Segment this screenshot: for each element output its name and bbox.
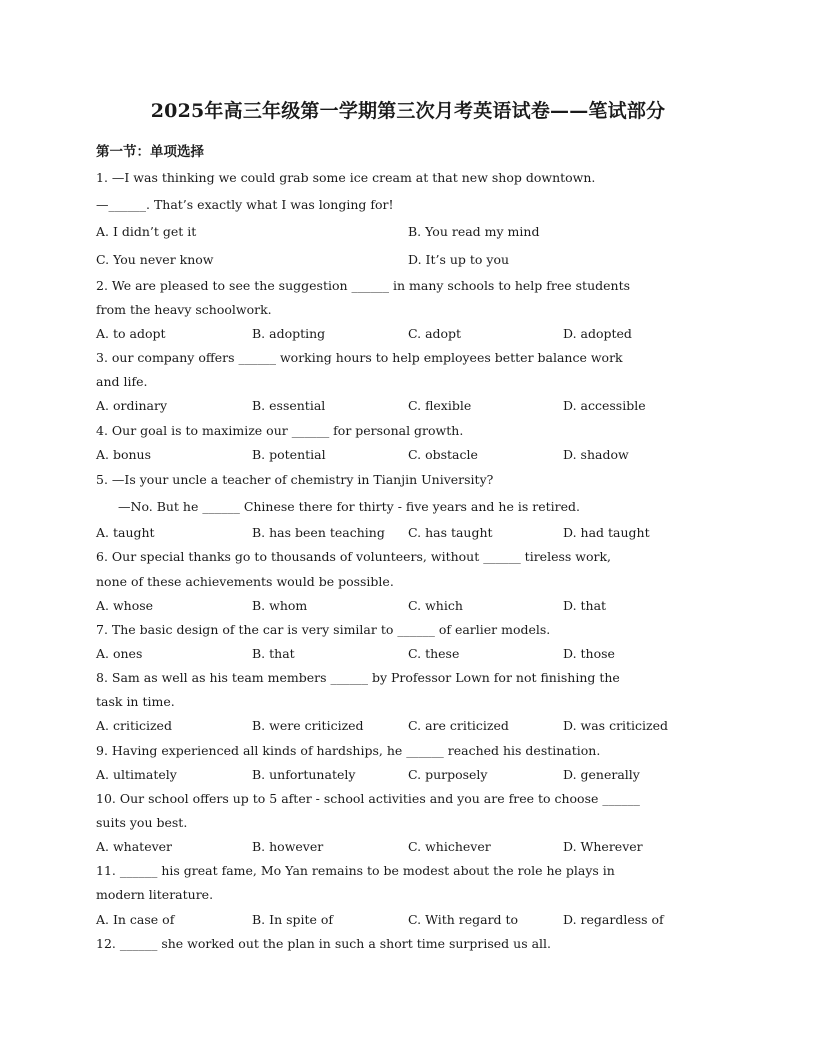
question-7-option-d: D. those <box>563 646 615 661</box>
question-4-option-c: C. obstacle <box>408 447 478 462</box>
question-8-option-d: D. was criticized <box>563 718 669 733</box>
exam-title: 2025年高三年级第一学期第三次月考英语试卷——笔试部分 <box>150 100 666 122</box>
question-8-line-2: task in time. <box>96 694 175 709</box>
question-3-option-a: A. ordinary <box>96 398 168 413</box>
question-9-line-1: 9. Having experienced all kinds of hardships, he ______ reached his destination. <box>96 743 601 758</box>
question-9-option-b: B. unfortunately <box>252 767 356 782</box>
question-8-line-1: 8. Sam as well as his team members ______ by Professor Lown for not finishing the <box>96 670 620 685</box>
question-10-option-b: B. however <box>252 839 324 854</box>
question-9-option-c: C. purposely <box>408 767 488 782</box>
question-5-line-2: —No. But he ______ Chinese there for thirty - five years and he is retired. <box>118 499 580 514</box>
question-2-line-1: 2. We are pleased to see the suggestion ______ in many schools to help free students <box>96 278 631 293</box>
question-2-option-c: C. adopt <box>408 326 462 341</box>
question-10-line-1: 10. Our school offers up to 5 after - school activities and you are free to choose ______ <box>96 791 640 806</box>
question-3-option-b: B. essential <box>252 398 326 413</box>
question-5-option-b: B. has been teaching <box>252 525 385 540</box>
question-7-option-a: A. ones <box>96 646 143 661</box>
question-8-option-a: A. criticized <box>96 718 172 733</box>
question-7-line-1: 7. The basic design of the car is very similar to ______ of earlier models. <box>96 622 551 637</box>
question-6-option-c: C. which <box>408 598 463 613</box>
question-11-line-1: 11. ______ his great fame, Mo Yan remains to be modest about the role he plays in <box>96 863 615 878</box>
question-2-option-a: A. to adopt <box>96 326 166 341</box>
question-1-option-c: C. You never know <box>96 252 214 267</box>
question-10-option-d: D. Wherever <box>563 839 643 854</box>
question-10-line-2: suits you best. <box>96 815 188 830</box>
question-6-option-a: A. whose <box>96 598 154 613</box>
question-3-line-2: and life. <box>96 374 148 389</box>
question-1-option-a: A. I didn’t get it <box>96 224 197 239</box>
question-7-option-c: C. these <box>408 646 460 661</box>
question-5-option-d: D. had taught <box>563 525 650 540</box>
question-1-option-d: D. It’s up to you <box>408 252 510 267</box>
question-8-option-b: B. were criticized <box>252 718 364 733</box>
question-9-option-a: A. ultimately <box>96 767 177 782</box>
question-6-option-b: B. whom <box>252 598 308 613</box>
question-4-option-a: A. bonus <box>96 447 152 462</box>
question-5-option-c: C. has taught <box>408 525 493 540</box>
question-2-option-d: D. adopted <box>563 326 632 341</box>
question-11-option-d: D. regardless of <box>563 912 664 927</box>
question-11-option-b: B. In spite of <box>252 912 334 927</box>
question-3-option-c: C. flexible <box>408 398 472 413</box>
question-5-option-a: A. taught <box>96 525 155 540</box>
question-11-line-2: modern literature. <box>96 887 214 902</box>
question-5-line-1: 5. —Is your uncle a teacher of chemistry in Tianjin University? <box>96 472 494 487</box>
question-4-option-b: B. potential <box>252 447 326 462</box>
question-4-option-d: D. shadow <box>563 447 629 462</box>
question-9-option-d: D. generally <box>563 767 640 782</box>
question-1-line-2: —______. That’s exactly what I was longing for! <box>96 197 394 212</box>
question-10-option-a: A. whatever <box>96 839 173 854</box>
question-10-option-c: C. whichever <box>408 839 491 854</box>
question-2-line-2: from the heavy schoolwork. <box>96 302 272 317</box>
question-11-option-c: C. With regard to <box>408 912 519 927</box>
section-heading: 第一节：单项选择 <box>96 144 204 160</box>
question-8-option-c: C. are criticized <box>408 718 509 733</box>
question-7-option-b: B. that <box>252 646 295 661</box>
question-6-line-2: none of these achievements would be possible. <box>96 574 394 589</box>
question-6-option-d: D. that <box>563 598 607 613</box>
question-4-line-1: 4. Our goal is to maximize our ______ for personal growth. <box>96 423 464 438</box>
question-1-line-1: 1. —I was thinking we could grab some ice cream at that new shop downtown. <box>96 170 596 185</box>
question-11-option-a: A. In case of <box>96 912 175 927</box>
question-3-option-d: D. accessible <box>563 398 646 413</box>
question-2-option-b: B. adopting <box>252 326 326 341</box>
question-12-line-1: 12. ______ she worked out the plan in such a short time surprised us all. <box>96 936 552 951</box>
question-1-option-b: B. You read my mind <box>408 224 540 239</box>
question-6-line-1: 6. Our special thanks go to thousands of volunteers, without ______ tireless work, <box>96 549 612 564</box>
question-3-line-1: 3. our company offers ______ working hours to help employees better balance work <box>96 350 623 365</box>
